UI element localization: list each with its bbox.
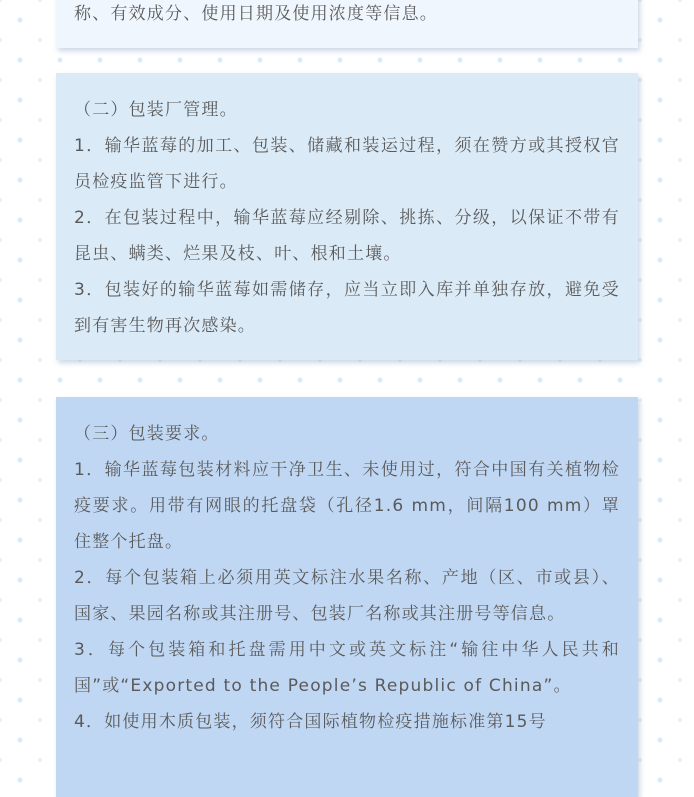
packing-plant-card <box>56 73 638 360</box>
packing-requirements-item-2: 2．每个包装箱上必须用英文标注水果名称、产地（区、市或县）、国家、果园名称或其注册号、包装厂名称或其注册号等信息。 <box>74 568 620 624</box>
packing-requirements-item-4: 4．如使用木质包装，须符合国际植物检疫措施标准第15号 <box>74 712 547 732</box>
packing-requirements-card <box>56 397 638 797</box>
packing-plant-item-2: 2．在包装过程中，输华蓝莓应经剔除、挑拣、分级，以保证不带有昆虫、螨类、烂果及枝、叶、根和土壤。 <box>74 208 620 264</box>
packing-requirements-item-3: 3．每个包装箱和托盘需用中文或英文标注“输往中华人民共和国”或“Exported to the People’s Republic of China”。 <box>74 640 620 696</box>
previous-section-card <box>56 0 638 48</box>
section-heading-packing-requirements: （三）包装要求。 <box>74 424 220 444</box>
section-heading-packing-plant: （二）包装厂管理。 <box>74 100 238 120</box>
packing-plant-item-3: 3．包装好的输华蓝莓如需储存，应当立即入库并单独存放，避免受到有害生物再次感染。 <box>74 280 620 336</box>
packing-plant-item-1: 1．输华蓝莓的加工、包装、储藏和装运过程，须在赞方或其授权官员检疫监管下进行。 <box>74 136 620 192</box>
continued-paragraph: 称、有效成分、使用日期及使用浓度等信息。 <box>74 4 438 24</box>
packing-requirements-item-1: 1．输华蓝莓包装材料应干净卫生、未使用过，符合中国有关植物检疫要求。用带有网眼的托盘袋（孔径1.6 mm，间隔100 mm）罩住整个托盘。 <box>74 460 620 552</box>
